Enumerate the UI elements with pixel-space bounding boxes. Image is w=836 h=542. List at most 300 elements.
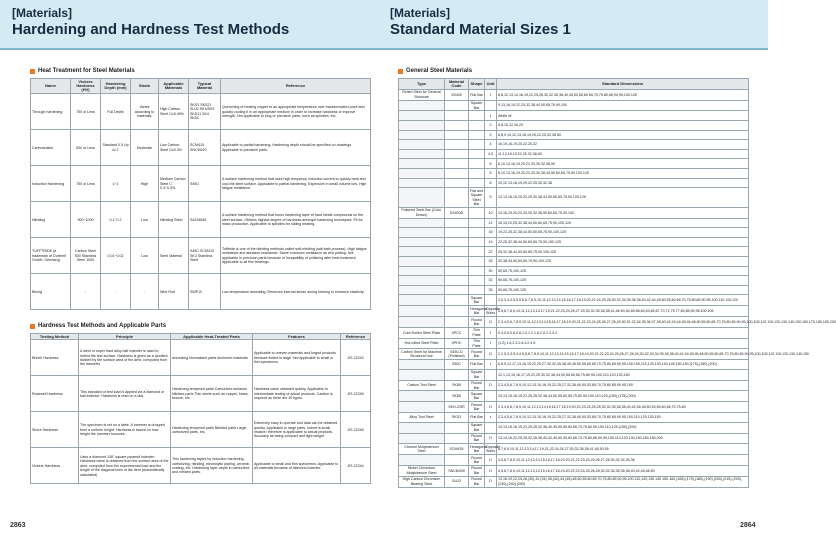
general-cell: D [485,402,497,413]
general-cell [485,369,497,380]
general-cell: Thin Plate [469,338,485,349]
general-cell: 32 [485,276,497,286]
general-cell [445,140,469,150]
heat-cell: Nitriding [31,202,71,238]
general-table-header [399,79,749,90]
general-cell: 2,3,4,5,6,7,8,9,10,11,12,13,14,15,16,17,18,19,20,21,22,23,24,25,26,27,28,29,30,31,32,34,35,36,37,38,40,42,43,44,45,46,48,50,55,60,65,70,75,80,85,90,95,100,105,110,115,120,130,140,150,160,170,180,190,200 [497,317,749,328]
general-cell [469,169,485,179]
general-cell: Rolled Steel for General Structure [399,89,445,100]
general-cell [469,276,485,286]
general-cell: t [485,89,497,100]
general-cell [399,317,445,328]
hardness-cell: This hardening layers by induction hardening, carburizing, nitriding, electrolytic plating, ceramic coating, etc. Hardening layer depth in carburized and nitrided parts. [171,448,253,484]
general-cell: 5 [485,159,497,169]
table-row [31,376,371,412]
general-cell: 6,10,13,16,19,20,22,25,30,38,44,50,60,65,75,90,100,125 [497,169,749,179]
table-row [399,140,749,150]
general-cell [469,247,485,257]
right-header-label: [Materials] [390,6,451,20]
heat-cell: 0.1~0.2 [101,202,131,238]
table-row [399,121,749,131]
hardness-header-cell: Reference [341,334,371,340]
general-header-cell: Material Code [445,79,469,90]
general-cell: High Carbon Chromium Bearing Steel [399,476,445,487]
general-cell: 4.5 [485,149,497,159]
general-cell: 6,8,9,12,17,13,16,19,22,25,27,30,32,35,38,40,45,50,55,60,65,70,75,80,85,90,95,100,105,115,125,130,140,145,150,160,(175),(180),(200) [497,360,749,370]
hardness-header-cell: Testing Method [31,334,79,340]
general-cell: Round Bar [469,402,485,413]
general-cell [399,247,445,257]
heat-cell: 0.01~0.02 [101,238,131,274]
general-cell [399,237,445,247]
general-cell [445,433,469,444]
table-row [399,476,749,487]
general-cell: Thin Plate [469,327,485,338]
general-cell [399,140,445,150]
heat-cell: SCM415 SNCM220 [189,130,221,166]
general-cell [399,295,445,306]
general-cell: 2 [485,121,497,131]
general-cell [469,140,485,150]
general-cell: 2,3,4,5,6,7,8,9,10,11,12,13,14,15,16,17,18,19,20,22,23,24,25,28,30,32,35,36,38,40,42,45,48,50,53,55,60,65,70,75,80 [497,402,749,413]
general-cell [485,391,497,402]
table-row [31,238,371,274]
left-page-number: 2863 [10,522,26,529]
general-cell: Hot-rolled Steel Plate [399,338,445,349]
general-cell [399,369,445,380]
table-row [31,130,371,166]
general-cell: t [485,413,497,423]
general-cell: D [485,380,497,391]
table-row [399,178,749,188]
heat-cell: Bluing [31,274,71,310]
general-cell: Opposite Sides [486,306,501,316]
table-row [31,166,371,202]
general-cell: (1.2),1.6,2.3,2.6,3.2,4.5 [497,338,749,349]
general-cell: 4 [485,140,497,150]
general-cell [445,306,469,317]
general-cell [469,130,485,140]
general-cell: Polished Steel Bar (Cold-Drawn) [399,207,445,218]
table-row [31,340,371,376]
general-cell [399,228,445,238]
general-cell: 0.4,0.5,0.6,0.8,1.0,1.2,1.6,2.0,2.3,3.2 [497,327,749,338]
general-cell [469,121,485,131]
general-cell [445,188,469,208]
general-cell: 9,13,16,19,22,25,32,38,44,50,65,75,90,100 [497,100,749,111]
general-cell: Alloy Tool Steel [399,413,445,423]
table-row [399,380,749,391]
general-cell: SUJ2 [445,476,469,487]
heat-header-cell: Reference [221,79,371,94]
general-cell [445,149,469,159]
table-row [399,159,749,169]
hardness-cell: Brinell Hardness [31,340,79,376]
hardness-cell: JIS Z2245 [341,376,371,412]
hardness-header-cell: Applicable Heat-Treated Parts [171,334,253,340]
heat-header-cell: Name [31,79,71,94]
table-row [31,274,371,310]
general-cell: Square Bar [469,422,485,433]
heat-section-title-text: Heat Treatment for Steel Materials [38,68,135,74]
hardness-section-title-text: Hardness Test Methods and Applicable Parts [38,323,167,329]
hardness-cell: Annealing Normalized parts Anchored materials [171,340,253,376]
general-cell: 19 [485,237,497,247]
general-cell: 30 [485,266,497,276]
hardness-cell: Shore Hardness [31,412,79,448]
general-cell: SKS3 [445,413,469,423]
general-cell: SK85 [445,380,469,391]
heat-cell: 900~1000 [71,202,101,238]
general-cell [445,130,469,140]
table-row [399,295,749,306]
heat-cell: Tufftride is one of the nitriding methods called soft-nitriding (salt bath process). High fatigue resistance and abrasion resistance. Same corrosion resistance as zinc plating. Not applicable to precision parts because of incapability of polishing after heat treatment. Applicable to all fine bearings. [221,238,371,274]
general-cell [399,121,445,131]
table-row [399,349,749,360]
heat-cell: - [101,274,131,310]
hardness-cell: This standard or test load is applied via a diamond or ball indenter. Hardness is read on a dial. [79,376,171,412]
general-cell: Flat Bar [469,89,485,100]
heat-cell: A surface hardening method that uses high frequency induction current to quickly heat and cool the steel surface. Applicable to partial hardening. Expensive in small volume lots. High fatigue resistance. [221,166,371,202]
heat-cell: 500 or Less [71,130,101,166]
general-cell: 1 [485,111,497,121]
table-row [399,257,749,267]
general-cell: 16,19,16,19,20,22,25,32 [497,140,749,150]
hardness-test-table [30,333,371,484]
general-cell: Round Bar [469,349,485,360]
general-cell: D [485,476,497,487]
general-cell [399,111,445,121]
hardness-cell: Extremely easy to operate and data can be obtained quickly. Applicable to large parts. Indent is small relative; therefore is applicable to actual products. Accuracy as being compact and light weight. [253,412,341,448]
table-row [399,111,749,121]
general-cell: 6,8,9,10,12,13,16,19,20,22,25,32,38,50 [497,130,749,140]
general-cell: 13,16,19,20,22,25,30,32,38,50,60,65,75,90,100 [497,207,749,218]
table-row [31,412,371,448]
table-row [399,247,749,257]
general-cell [399,188,445,208]
general-cell [399,391,445,402]
heat-cell: A surface hardening method that forms hardening layer of hard nitride compounds on the steel surface. Obtains highest degree of hardness amongst hardening techniques. Fit for mass production. Applicable to spindles for sliding bearing. [221,202,371,238]
general-cell: 10 [485,207,497,218]
general-cell [469,178,485,188]
general-cell: 13,16,19,22,25,28,(30),32,(34),38,(42),44,(46),48,50,55,60,65,70,75,80,85,90,95,100,110,120,130,140,150,160,(165),(170),(180),(190),(200),(210),(220),(230),(240),(250) [497,476,749,487]
general-cell: SS400 [445,89,469,100]
table-row [399,391,749,402]
general-cell: 12,13,16,19,20,22,25,30,38,44,50,60,65,75,90,100,125 [497,188,749,208]
heat-header-cell: Applicable Materials [159,79,189,94]
general-cell [445,285,469,295]
general-cell: 2.5,3,4,4.5,5,5.5,6,7,8,9,10,11,12,13,14,15,16,17,18,19,20,22,24,25,28,30,32,34,35,36,38,40,42,44,45,50,55,60,65,70,75,80,85,90,95,100,110,115,120 [497,295,749,306]
hardness-cell: A steel or super hard alloy ball indenter is used to indent the test surface. Hardness is given as a quotient divided by the surface area of the dent, computed from the diameter. [79,340,171,376]
heat-section-title [30,67,135,75]
heat-cell: Wire Rod [159,274,189,310]
general-cell: S50C [445,360,469,370]
heat-cell: 750 or Less [71,166,101,202]
general-header-cell: Shape [469,79,485,90]
general-cell: 16 [485,228,497,238]
general-cell: 2,3,4,5,6,7,8,9,10,12,13,15,16,19,22,25,27,32,38,40,50,53,65,70,75,80,85,90,95,100,110,125,130,150 [497,413,749,423]
table-row [399,188,749,208]
heat-table-header [31,79,371,94]
heat-cell: Medium Carbon Steel C 0.3~0.5% [159,166,189,202]
general-cell: 8 [485,178,497,188]
table-row [399,465,749,476]
general-cell: t [485,338,497,349]
general-cell [399,178,445,188]
hardness-cell: Hardness value obtained quickly. Applicable to intermediate testing of actual products. Caution is required as there are 30 types. [253,376,341,412]
heat-cell: High Carbon Steel C≥0.45% [159,94,189,130]
general-cell [445,257,469,267]
general-cell: D [485,465,497,476]
general-cell: 22,25,32,38,44,50,60,65,75,90,100,125 [497,237,749,247]
heat-header-cell: Typical Material [189,79,221,94]
heat-cell: - [71,274,101,310]
general-cell: 50,65,75,100,125 [497,285,749,295]
heat-cell: Carburization [31,130,71,166]
general-cell: SKH-2/SR [445,402,469,413]
general-cell: Nickel Chromium Molybdenum Steel [399,465,445,476]
orange-square-icon [30,324,35,329]
general-steel-table [398,78,836,488]
general-cell: t [485,327,497,338]
heat-cell: Low temperature annealing. Removes internal stress during forming to enhance elasticity. [221,274,371,310]
general-cell: 10,13,15,16,19,22,25,28,32,38,44,50,55,60,65,75,80,90,100,110,125,(150),(175),(200) [497,391,749,402]
heat-cell: Moderate [131,130,159,166]
general-cell: Flat and Square Steel Bar [470,188,483,206]
heat-cell: Standard 0.5 Up to 2 [101,130,131,166]
table-row [399,169,749,179]
heat-cell: SWP-B [189,274,221,310]
table-row [399,369,749,380]
general-cell: Square Bar [469,100,485,111]
general-cell: SK85 [445,391,469,402]
general-cell [399,455,445,466]
general-cell [469,285,485,295]
orange-square-icon [30,69,35,74]
general-cell [445,121,469,131]
hardness-cell: Vickers Hardness [31,448,79,484]
general-cell [445,295,469,306]
general-cell [445,266,469,276]
hardness-cell: JIS Z2246 [341,412,371,448]
general-cell [399,257,445,267]
table-row [399,413,749,423]
general-cell [445,111,469,121]
general-cell [445,276,469,286]
general-cell [399,402,445,413]
general-cell: 4,5,6,7,8,9,10,11,12,13,14,15,16,17,18,19,20,21,22,23,24,25,26,27,28,30,32,34,35,36 [497,455,749,466]
general-cell: Square Bar [469,295,485,306]
table-row [399,100,749,111]
hardness-header-cell: Principle [79,334,171,340]
general-cell: Round Bar [469,433,485,444]
general-cell [445,455,469,466]
general-cell: Cold-Rolled Steel Plate [399,327,445,338]
table-row [399,338,749,349]
general-cell: 13,14,16,22,25,28,32,35,38,40,42,45,50,55,60,65,70,75,80,85,90,95,100,110,120,130,150,160,180,200 [497,433,749,444]
right-page-number: 2864 [740,522,756,529]
general-cell [445,169,469,179]
general-cell: 35 [485,285,497,295]
general-cell [399,306,445,317]
general-cell: 12 [485,218,497,228]
heat-cell: - [131,274,159,310]
general-cell: D [485,349,497,360]
general-cell [469,149,485,159]
general-cell: Width W [497,111,749,121]
heat-cell: S45C SCM415 SK3 Stainless Steel [189,238,221,274]
general-table-body [399,89,836,487]
heat-cell: TUFFTRIDE (a trademark of Durferrit GmbH, Germany) [31,238,71,274]
table-row [399,444,749,455]
heat-cell: Low Carbon Steel C≤0.3% [159,130,189,166]
hardness-cell: Hardening tempered parts Carburized surfaces Nitrided parts Thin steels such as copper, brass, bronze, etc. [171,376,253,412]
general-cell: Chrome Molybdenum Steel [399,444,445,455]
hardness-table-body [31,340,371,484]
general-cell: 19,22,25,32,38,44,50,60,65,75,90,100,125 [497,228,749,238]
general-cell: 10,12,13,16,19,20,22,25,30,32,38 [497,178,749,188]
heat-cell: Nitriding Steel [159,202,189,238]
heat-cell: 750 or Less [71,94,101,130]
left-header-title: Hardening and Hardness Test Methods [12,21,290,38]
hardness-cell: Uses a diamond 136° square pyramid indenter. Hardness value is obtained from the surface area of the dent, computed from the experimental load and the length of the diagonal lines of the dent (Automatically calculated) [79,448,171,484]
general-cell: Hexagonal Bar [470,306,488,316]
general-cell [399,276,445,286]
general-cell: Square Bar [469,369,485,380]
table-row [399,422,749,433]
hardness-cell: Applicable to small and thin specimens. Applicable to all materials because of diamond indenter. [253,448,341,484]
general-cell: 10,13,15,16,19,22,25,28,32,38,40,45,50,55,60,65,70,75,80,90,100,110,125,(150),(200) [497,422,749,433]
heat-cell: Quenching of heating copper to an appropriate temperature over transformation point and quickly cooling it in an appropriate medium in order to increase hardness or improve strength. Not applicable to long or precision parts, such as spindles, etc. [221,94,371,130]
general-cell: 22 [485,247,497,257]
hardness-cell: Applicable to uneven materials and forged products because indent is large. Not applicable to small or thin specimens. [253,340,341,376]
table-row [399,317,749,328]
general-cell: 5.5,6,7,8,9,10,11,12,13,14,17,19,21,22,23,24,26,27,29,30,32,35,36,38,41,46,50,54,55,58,60,63,65,67,70,71,75,77,80,85,90,95,100,105 [497,306,749,317]
heat-cell: Carbon Steel 500 Stainless Steel 1000 [71,238,101,274]
table-row [399,237,749,247]
table-row [399,89,749,100]
hardness-header-cell: Features [253,334,341,340]
general-cell [469,237,485,247]
general-cell: 6,8,10,12,16,20 [497,121,749,131]
heat-cell: S45C [189,166,221,202]
general-cell: Square Bar [469,391,485,402]
general-cell: 32,38,44,50,60,65,75,90,100,125 [497,257,749,267]
general-cell [445,369,469,380]
heat-header-cell: Strain [131,79,159,94]
general-cell: Round Bar [469,465,485,476]
general-cell: SS400D [445,207,469,218]
general-cell: 2,2.5,3,3.5,4,4.5,5,6,7,8,9,10,11,12,13,14,15,16,17,18,19,20,21,22,23,24,25,26,27,28,29,30,32,33,34,35,36,38,40,42,44,45,46,48,50,55,60,65,70,75,80,85,90,95,100,105,110,115,120,130,140,150 [497,349,749,360]
general-cell: Round Bar [469,380,485,391]
general-cell: 6,10,13,16,19,20,22,25,30,32,38,50 [497,159,749,169]
table-row [399,218,749,228]
general-cell: 6 [485,169,497,179]
hardness-cell: JIS Z2244 [341,448,371,484]
heat-cell: SKS3 SKS21 SUJ2 SK4/SK5 SKD11 SK4 SK5C [189,94,221,130]
general-header-cell: Unit [485,79,497,90]
general-cell: S45C-D (Polished) [445,349,469,360]
general-header-cell: Type [399,79,445,90]
general-cell [399,130,445,140]
general-cell: SCM435 [445,444,469,455]
general-cell: Flat Bar [469,360,485,370]
general-header-cell: Standard Dimensions [497,79,749,90]
general-cell: Carbon Tool Steel [399,380,445,391]
general-cell: t [485,360,497,370]
heat-cell: Applicable to partial hardening. Hardening depth should be specified on drawings. Applicable to precision parts. [221,130,371,166]
heat-cell: Low [131,202,159,238]
heat-cell: High [131,166,159,202]
general-cell [445,178,469,188]
heat-cell: SACM645 [189,202,221,238]
general-cell [399,266,445,276]
table-row [31,202,371,238]
hardness-cell: Rockwell Hardness [31,376,79,412]
general-cell: Hexagonal Bar [470,444,488,454]
heat-cell: Steel Material [159,238,189,274]
general-cell: 4,5,6,7,8,9,10,11,12,13,14,15,16,17,18,19,20,22,23,24,25,26,28,30,32,34,35,36,38,40,42,45,48,50 [497,465,749,476]
hardness-cell: Hardening tempered parts Nitrided parts Large carburized parts, etc. [171,412,253,448]
general-cell [399,285,445,295]
general-cell [445,159,469,169]
general-cell: D [485,317,497,328]
general-cell [445,317,469,328]
general-section-title-text: General Steel Materials [406,68,473,74]
table-row [31,448,371,484]
heat-cell: Full Depth [101,94,131,130]
general-cell: SPCC [445,327,469,338]
hardness-cell: The specimen is set on a table. A hammer is dropped from a uniform height. Hardness is based on how height the hammer bounces. [79,412,171,448]
general-cell [469,257,485,267]
table-row [399,360,749,370]
general-cell [445,100,469,111]
right-header-title: Standard Material Sizes 1 [390,21,571,38]
general-cell [445,247,469,257]
hardness-cell: JIS Z2243 [341,340,371,376]
general-cell: 25 [485,257,497,267]
heat-header-cell: Vickers Hardness (HV) [71,79,101,94]
heat-cell: Low [131,238,159,274]
general-cell [469,111,485,121]
table-row [399,149,749,159]
general-cell [485,100,497,111]
table-row [399,327,749,338]
general-cell [485,422,497,433]
general-cell: Opposite Sides [486,444,501,454]
general-cell [399,149,445,159]
general-cell: SPHC [445,338,469,349]
table-row [399,130,749,140]
general-cell [469,228,485,238]
general-cell [445,237,469,247]
general-cell: D [485,455,497,466]
general-cell: 6,8,12,13,14,16,19,22,25,28,30,32,35,38,40,45,50,55,60,65,70,75,80,85,90,95,100,105 [497,89,749,100]
general-cell: 25,32,38,44,50,60,65,75,90,100,125 [497,247,749,257]
general-cell: D [485,433,497,444]
general-cell: 12.1,13,15,16,17,19,22,25,30,32,38,44,50,55,60,65,75,80,90,100,110,120,130,150 [497,369,749,380]
general-cell: 3 [485,130,497,140]
general-cell [399,422,445,433]
general-cell [445,228,469,238]
general-cell: Round Bar [469,476,485,487]
general-cell: 2,3,4,5,6,7,8,9,10,12,13,15,16,19,22,25,27,32,38,40,50,53,65,70,75,80,85,90,95,100 [497,380,749,391]
heat-cell: Varies according to materials. [131,94,159,130]
table-row [399,266,749,276]
general-cell [469,266,485,276]
table-row [31,94,371,130]
table-row [399,455,749,466]
